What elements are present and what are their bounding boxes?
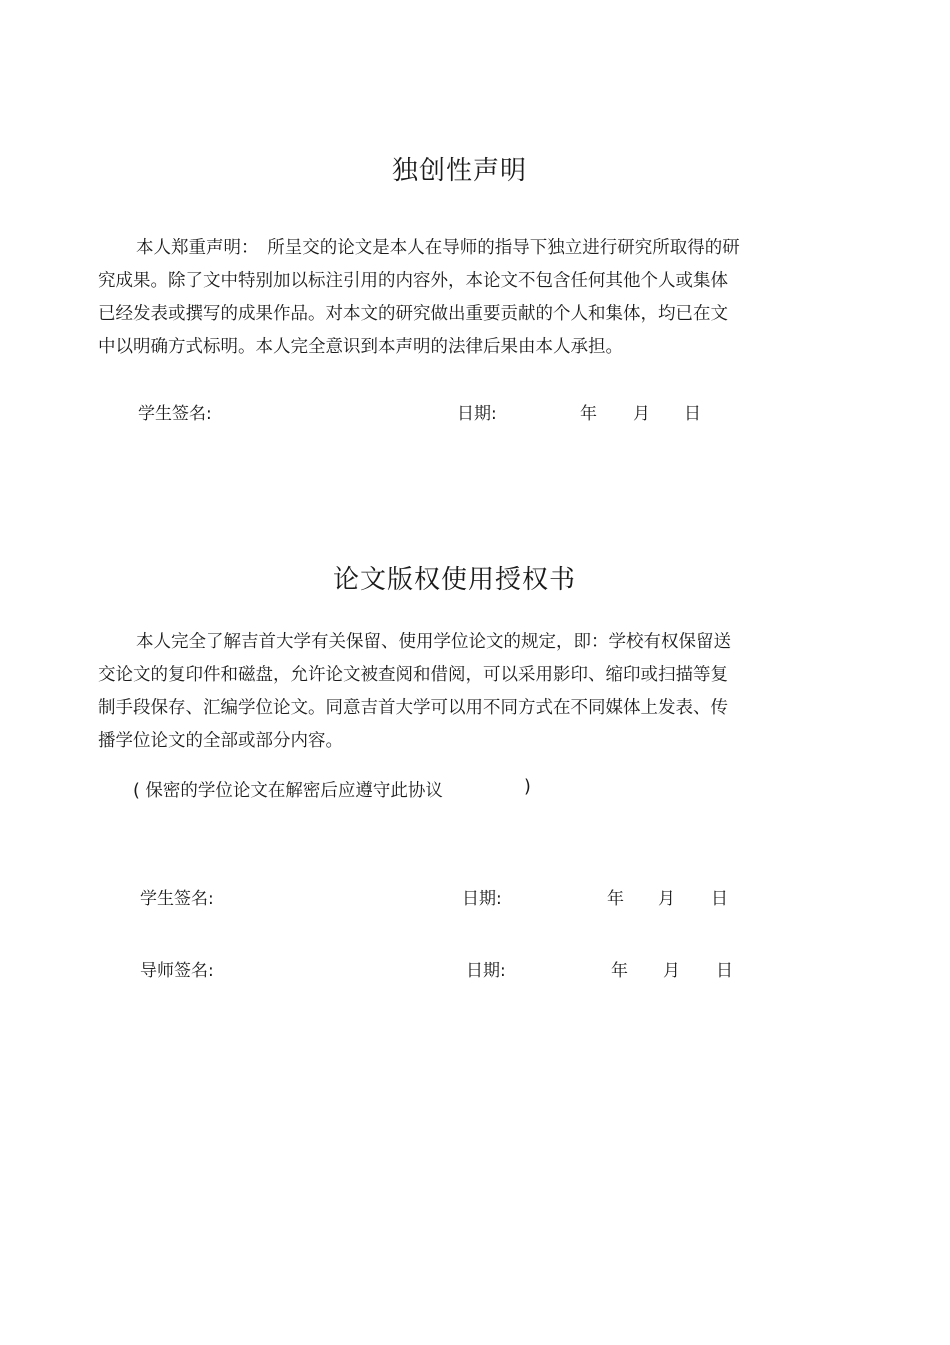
- date-label: 日期:: [462, 889, 502, 909]
- declaration-line: 本人郑重声明： 所呈交的论文是本人在导师的指导下独立进行研究所取得的研: [136, 238, 740, 258]
- day-label: 日: [716, 961, 733, 981]
- month-label: 月: [658, 889, 675, 909]
- year-label: 年: [607, 889, 624, 909]
- date-label: 日期:: [466, 961, 506, 981]
- authorization-line: 播学位论文的全部或部分内容。: [98, 731, 343, 751]
- authorization-line: 制手段保存、汇编学位论文。同意吉首大学可以用不同方式在不同媒体上发表、传: [98, 698, 728, 718]
- authorization-title: 论文版权使用授权书: [333, 565, 577, 595]
- year-label: 年: [580, 404, 597, 424]
- declaration-line: 已经发表或撰写的成果作品。对本文的研究做出重要贡献的个人和集体，均已在文: [98, 304, 728, 324]
- declaration-line: 中以明确方式标明。本人完全意识到本声明的法律后果由本人承担。: [98, 337, 623, 357]
- declaration-title: 独创性声明: [392, 156, 528, 186]
- year-label: 年: [611, 961, 628, 981]
- declaration-body: [98, 232, 778, 364]
- confidential-note-close: ): [524, 777, 531, 797]
- confidential-note: ( 保密的学位论文在解密后应遵守此协议: [133, 781, 443, 801]
- authorization-line: 本人完全了解吉首大学有关保留、使用学位论文的规定，即：学校有权保留送: [136, 632, 731, 652]
- student-signature-label: 学生签名:: [138, 404, 212, 424]
- day-label: 日: [711, 889, 728, 909]
- advisor-signature-label: 导师签名:: [140, 961, 214, 981]
- month-label: 月: [633, 404, 650, 424]
- month-label: 月: [663, 961, 680, 981]
- authorization-line: 交论文的复印件和磁盘，允许论文被查阅和借阅，可以采用影印、缩印或扫描等复: [98, 665, 728, 685]
- declaration-line: 究成果。除了文中特别加以标注引用的内容外，本论文不包含任何其他个人或集体: [98, 271, 728, 291]
- day-label: 日: [684, 404, 701, 424]
- student-signature-label: 学生签名:: [140, 889, 214, 909]
- authorization-body: [98, 626, 778, 758]
- date-label: 日期:: [457, 404, 497, 424]
